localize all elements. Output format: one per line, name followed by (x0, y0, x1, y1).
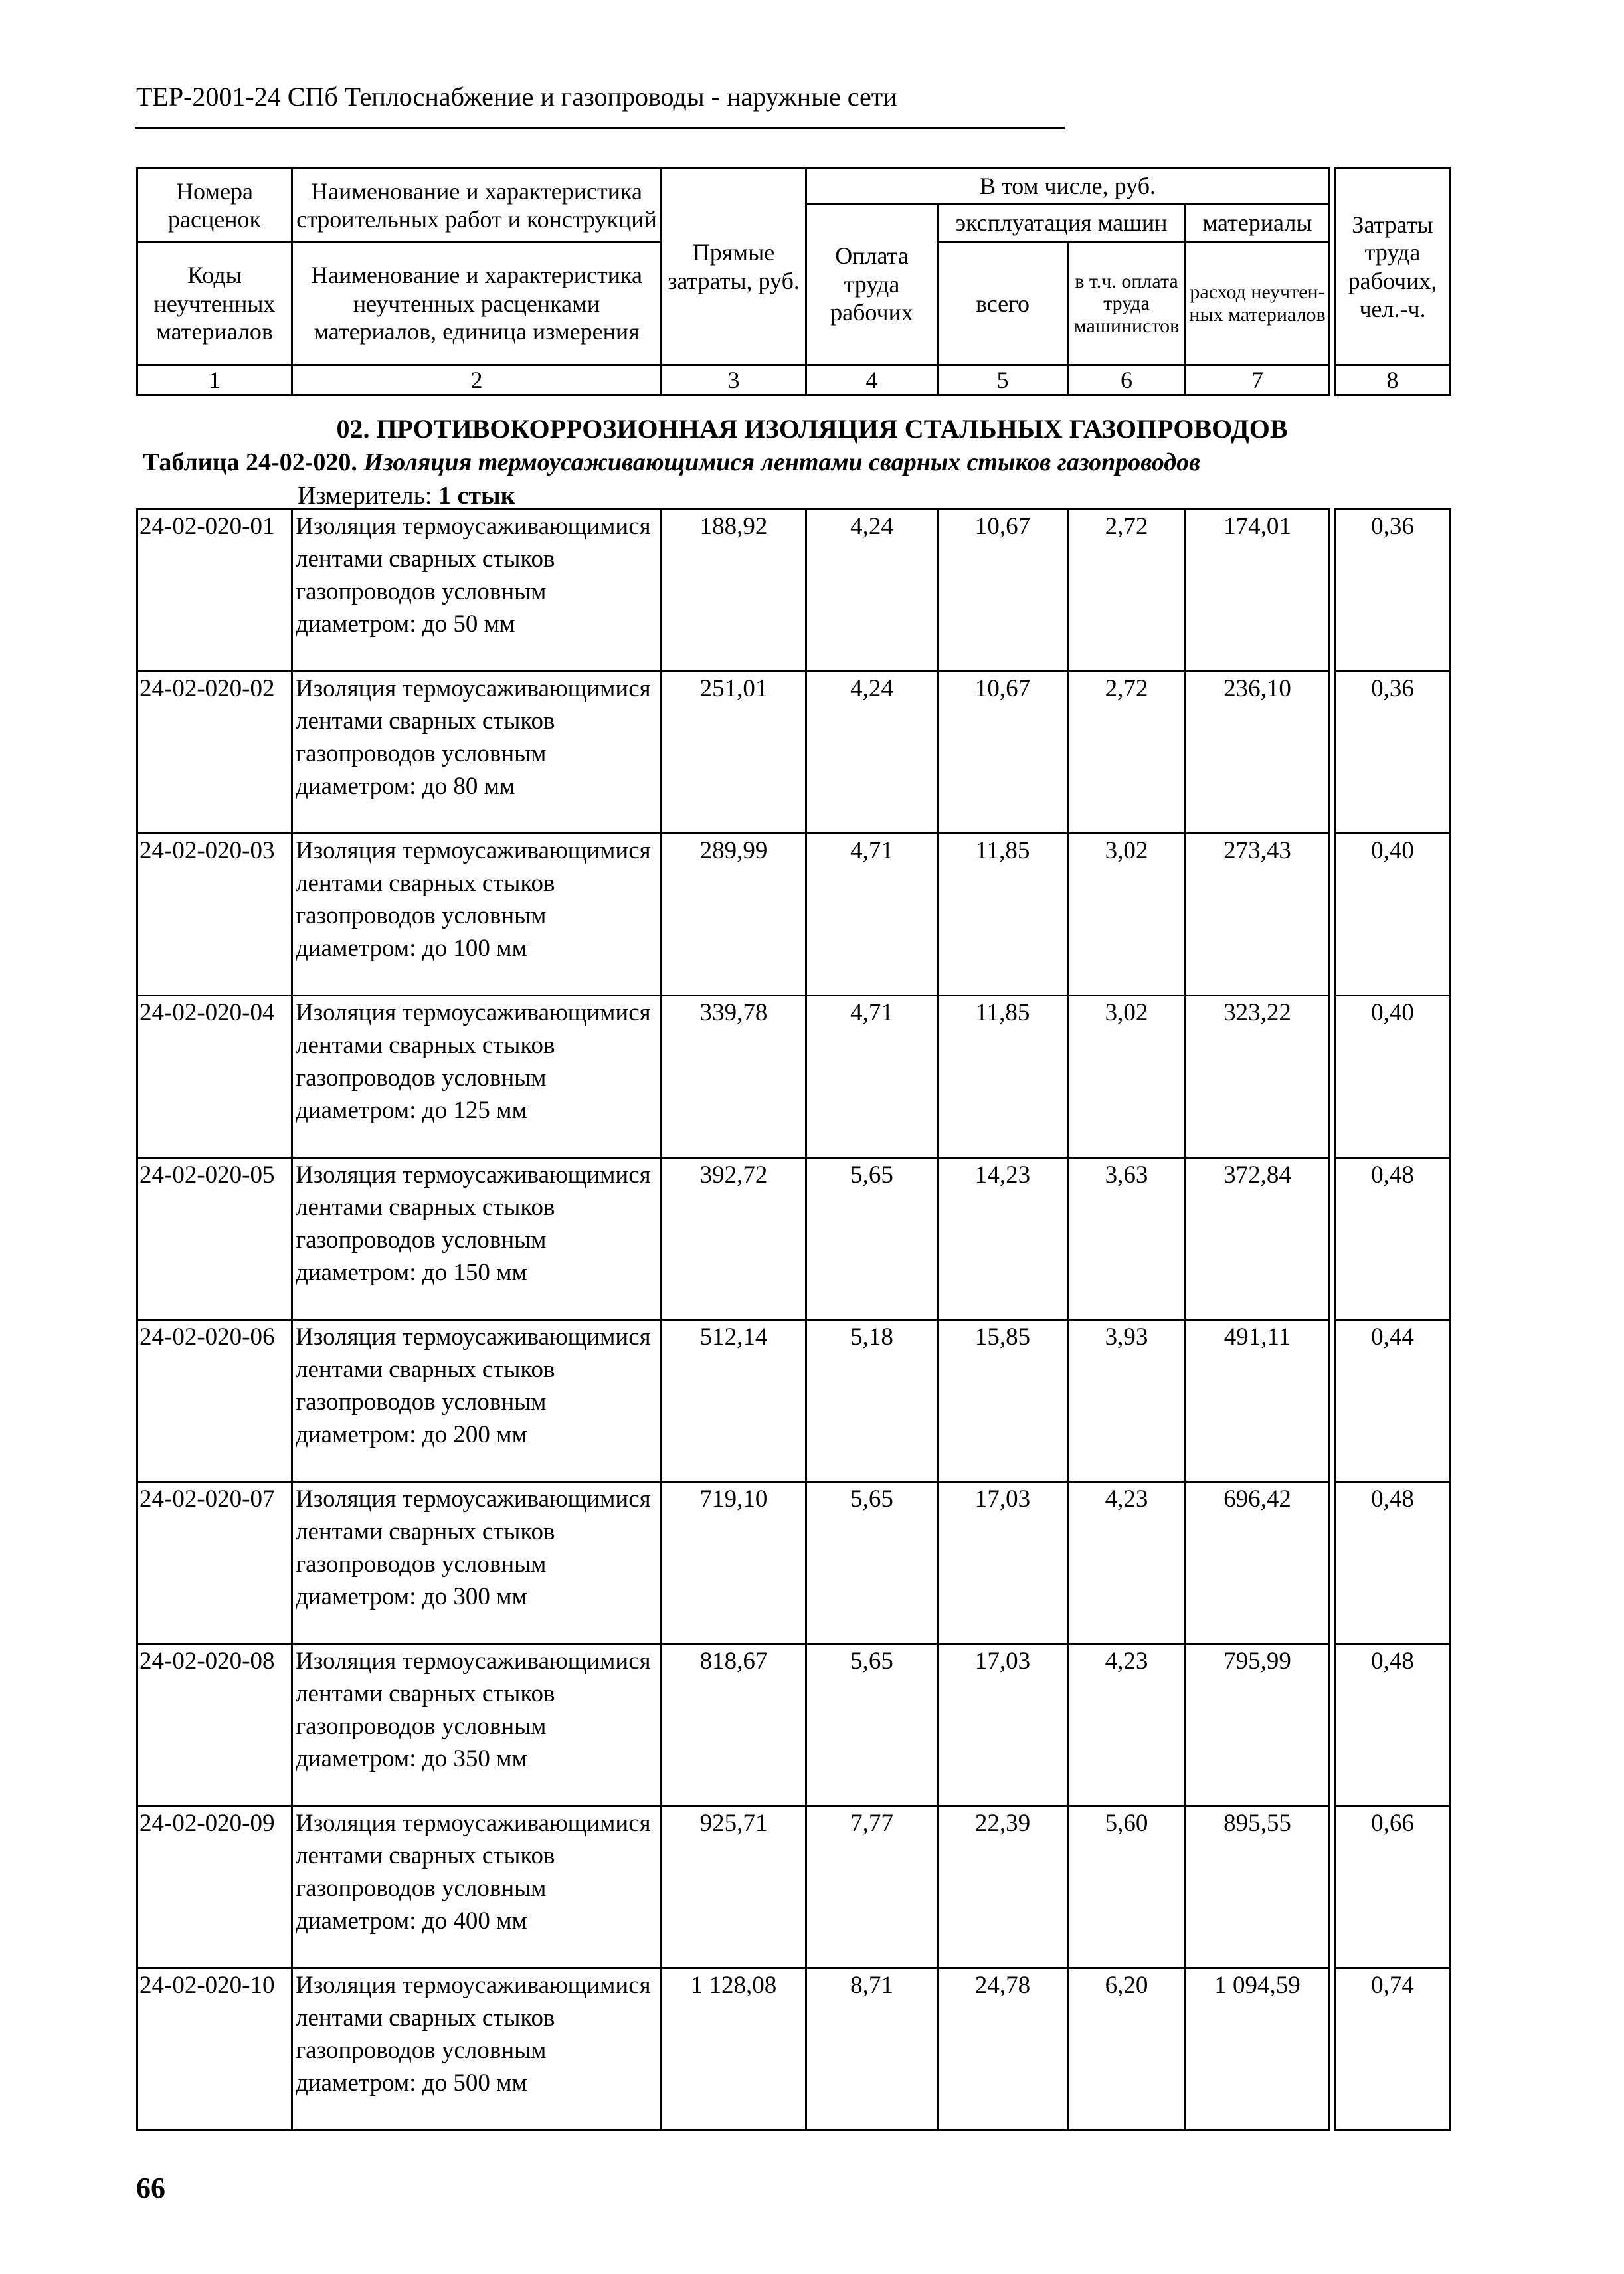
column-number: 4 (806, 365, 938, 395)
materials-value: 491,11 (1186, 1320, 1330, 1482)
page-number: 66 (136, 2172, 165, 2204)
column-gap (1330, 834, 1335, 996)
labor-hours-value: 0,48 (1335, 1482, 1451, 1644)
table-row (137, 1644, 1451, 1806)
rate-code: 24-02-020-04 (137, 996, 292, 1158)
work-description: Изоляция термоусаживающимися лентами сварных стыков газопроводов условным диаметром: до 150 мм (292, 1158, 662, 1320)
machinist-pay-value: 3,02 (1068, 834, 1186, 996)
column-header-table (136, 167, 1451, 396)
table-caption-number: Таблица 24-02-020. (143, 448, 357, 476)
column-gap (1330, 510, 1335, 672)
machinist-pay-value: 2,72 (1068, 672, 1186, 834)
header-rule (135, 127, 1065, 129)
column-gap (1330, 1320, 1335, 1482)
header-unlisted-material-codes: Коды неучтенных материалов (137, 242, 292, 365)
rate-code: 24-02-020-08 (137, 1644, 292, 1806)
column-gap (1330, 365, 1335, 395)
machinist-pay-value: 4,23 (1068, 1482, 1186, 1644)
labor-pay-value: 5,18 (806, 1320, 938, 1482)
machinist-pay-value: 2,72 (1068, 510, 1186, 672)
direct-costs-value: 1 128,08 (662, 1968, 806, 2131)
measure-unit (298, 481, 515, 510)
header-labor-hours: Затраты труда рабочих, чел.-ч. (1335, 169, 1451, 365)
rate-code: 24-02-020-05 (137, 1158, 292, 1320)
header-machines-total: всего (938, 242, 1068, 365)
labor-pay-value: 4,24 (806, 510, 938, 672)
direct-costs-value: 512,14 (662, 1320, 806, 1482)
direct-costs-value: 719,10 (662, 1482, 806, 1644)
machinist-pay-value: 3,02 (1068, 996, 1186, 1158)
column-gap (1330, 1806, 1335, 1968)
materials-value: 273,43 (1186, 834, 1330, 996)
machinist-pay-value: 3,63 (1068, 1158, 1186, 1320)
labor-pay-value: 8,71 (806, 1968, 938, 2131)
materials-value: 895,55 (1186, 1806, 1330, 1968)
labor-pay-value: 5,65 (806, 1482, 938, 1644)
header-work-name: Наименование и характеристика строительных работ и конструкций (292, 169, 662, 242)
labor-hours-value: 0,36 (1335, 510, 1451, 672)
header-gap (1330, 169, 1335, 365)
materials-value: 795,99 (1186, 1644, 1330, 1806)
column-gap (1330, 1644, 1335, 1806)
column-number: 1 (137, 365, 292, 395)
labor-hours-value: 0,44 (1335, 1320, 1451, 1482)
work-description: Изоляция термоусаживающимися лентами сварных стыков газопроводов условным диаметром: до 300 мм (292, 1482, 662, 1644)
direct-costs-value: 188,92 (662, 510, 806, 672)
table-row (137, 1968, 1451, 2131)
work-description: Изоляция термоусаживающимися лентами сварных стыков газопроводов условным диаметром: до 350 мм (292, 1644, 662, 1806)
table-row (137, 1158, 1451, 1320)
column-number: 2 (292, 365, 662, 395)
header-unlisted-materials: расход неучтен-ных материалов (1186, 242, 1330, 365)
column-number: 5 (938, 365, 1068, 395)
labor-hours-value: 0,40 (1335, 996, 1451, 1158)
rate-code: 24-02-020-02 (137, 672, 292, 834)
labor-hours-value: 0,66 (1335, 1806, 1451, 1968)
machines-total-value: 11,85 (938, 996, 1068, 1158)
materials-value: 323,22 (1186, 996, 1330, 1158)
labor-pay-value: 4,71 (806, 834, 938, 996)
rate-code: 24-02-020-03 (137, 834, 292, 996)
header-machine-operation: эксплуатация машин (938, 204, 1186, 242)
table-row (137, 1482, 1451, 1644)
column-gap (1330, 1968, 1335, 2131)
machines-total-value: 10,67 (938, 672, 1068, 834)
work-description: Изоляция термоусаживающимися лентами сварных стыков газопроводов условным диаметром: до 50 мм (292, 510, 662, 672)
materials-value: 1 094,59 (1186, 1968, 1330, 2131)
materials-value: 236,10 (1186, 672, 1330, 834)
table-caption (143, 448, 1200, 477)
work-description: Изоляция термоусаживающимися лентами сварных стыков газопроводов условным диаметром: до 400 мм (292, 1806, 662, 1968)
rates-table (136, 508, 1451, 2131)
header-rate-numbers: Номера расценок (137, 169, 292, 242)
direct-costs-value: 251,01 (662, 672, 806, 834)
labor-pay-value: 4,24 (806, 672, 938, 834)
labor-pay-value: 4,71 (806, 996, 938, 1158)
direct-costs-value: 925,71 (662, 1806, 806, 1968)
materials-value: 174,01 (1186, 510, 1330, 672)
column-number: 6 (1068, 365, 1186, 395)
column-number: 7 (1186, 365, 1330, 395)
materials-value: 372,84 (1186, 1158, 1330, 1320)
labor-hours-value: 0,48 (1335, 1158, 1451, 1320)
direct-costs-value: 289,99 (662, 834, 806, 996)
measure-label: Измеритель: (298, 482, 432, 510)
table-row (137, 1320, 1451, 1482)
rate-code: 24-02-020-09 (137, 1806, 292, 1968)
machinist-pay-value: 3,93 (1068, 1320, 1186, 1482)
table-row (137, 672, 1451, 834)
table-row (137, 834, 1451, 996)
machines-total-value: 11,85 (938, 834, 1068, 996)
machines-total-value: 17,03 (938, 1482, 1068, 1644)
work-description: Изоляция термоусаживающимися лентами сварных стыков газопроводов условным диаметром: до 200 мм (292, 1320, 662, 1482)
machines-total-value: 14,23 (938, 1158, 1068, 1320)
column-gap (1330, 1158, 1335, 1320)
labor-pay-value: 7,77 (806, 1806, 938, 1968)
work-description: Изоляция термоусаживающимися лентами сварных стыков газопроводов условным диаметром: до 500 мм (292, 1968, 662, 2131)
table-caption-text: Изоляция термоусаживающимися лентами сварных стыков газопроводов (363, 448, 1201, 476)
machines-total-value: 15,85 (938, 1320, 1068, 1482)
machinist-pay-value: 6,20 (1068, 1968, 1186, 2131)
column-number: 3 (662, 365, 806, 395)
column-gap (1330, 1482, 1335, 1644)
header-group-including: В том числе, руб. (806, 169, 1330, 204)
work-description: Изоляция термоусаживающимися лентами сварных стыков газопроводов условным диаметром: до 100 мм (292, 834, 662, 996)
column-gap (1330, 672, 1335, 834)
table-row (137, 1806, 1451, 1968)
work-description: Изоляция термоусаживающимися лентами сварных стыков газопроводов условным диаметром: до 80 мм (292, 672, 662, 834)
rate-code: 24-02-020-01 (137, 510, 292, 672)
labor-hours-value: 0,74 (1335, 1968, 1451, 2131)
work-description: Изоляция термоусаживающимися лентами сварных стыков газопроводов условным диаметром: до 125 мм (292, 996, 662, 1158)
machines-total-value: 24,78 (938, 1968, 1068, 2131)
machines-total-value: 17,03 (938, 1644, 1068, 1806)
header-unlisted-material-names: Наименование и характеристика неучтенных расценками материалов, единица измерения (292, 242, 662, 365)
section-title: 02. ПРОТИВОКОРРОЗИОННАЯ ИЗОЛЯЦИЯ СТАЛЬНЫХ ГАЗОПРОВОДОВ (336, 414, 1288, 444)
running-header: ТЕР-2001-24 СПб Теплоснабжение и газопроводы - наружные сети (136, 82, 897, 112)
machines-total-value: 10,67 (938, 510, 1068, 672)
header-machinist-pay: в т.ч. оплата труда машинистов (1068, 242, 1186, 365)
header-direct-costs: Прямые затраты, руб. (662, 169, 806, 365)
labor-hours-value: 0,40 (1335, 834, 1451, 996)
direct-costs-value: 392,72 (662, 1158, 806, 1320)
labor-pay-value: 5,65 (806, 1644, 938, 1806)
machines-total-value: 22,39 (938, 1806, 1068, 1968)
header-labor-pay: Оплата труда рабочих (806, 204, 938, 365)
column-gap (1330, 996, 1335, 1158)
measure-value: 1 стык (438, 482, 515, 510)
direct-costs-value: 339,78 (662, 996, 806, 1158)
materials-value: 696,42 (1186, 1482, 1330, 1644)
labor-pay-value: 5,65 (806, 1158, 938, 1320)
rate-code: 24-02-020-07 (137, 1482, 292, 1644)
table-row (137, 510, 1451, 672)
machinist-pay-value: 4,23 (1068, 1644, 1186, 1806)
header-materials: материалы (1186, 204, 1330, 242)
labor-hours-value: 0,48 (1335, 1644, 1451, 1806)
direct-costs-value: 818,67 (662, 1644, 806, 1806)
rate-code: 24-02-020-10 (137, 1968, 292, 2131)
labor-hours-value: 0,36 (1335, 672, 1451, 834)
rate-code: 24-02-020-06 (137, 1320, 292, 1482)
column-number: 8 (1335, 365, 1451, 395)
machinist-pay-value: 5,60 (1068, 1806, 1186, 1968)
table-row (137, 996, 1451, 1158)
